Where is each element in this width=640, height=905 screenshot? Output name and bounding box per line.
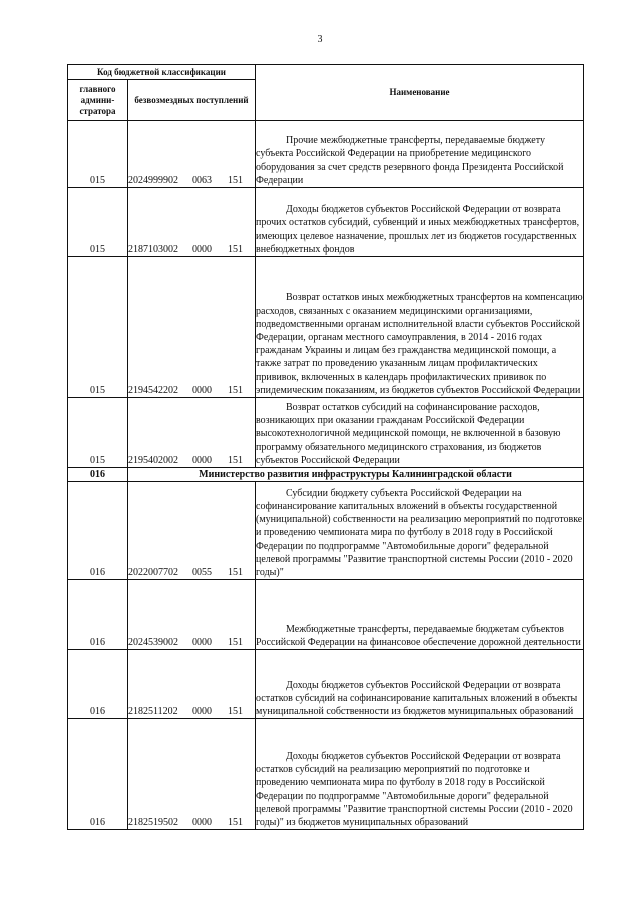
receipts-code — [128, 398, 256, 468]
code-part: 0000 — [192, 817, 212, 828]
row-name — [256, 188, 584, 257]
row-name-text: Возврат остатков субсидий на софинансирование расходов, возникающих при оказании гражданам Российской Федерации высокотехнологичной медицинской помощи, не включенной в базовую программу обязательного медицинского страхования, из бюджетов субъектов Российской Федерации — [256, 401, 561, 466]
receipts-code — [128, 719, 256, 830]
page-number: 3 — [317, 34, 323, 45]
code-part: 0063 — [192, 174, 212, 186]
admin-code: 016 — [68, 482, 128, 580]
table-row — [68, 257, 584, 398]
table-row — [68, 121, 584, 188]
admin-code: 016 — [68, 580, 128, 650]
receipts-code — [128, 580, 256, 650]
admin-code: 015 — [68, 257, 128, 398]
table-row — [68, 580, 584, 650]
header-row-1 — [68, 65, 584, 80]
budget-classification-table — [67, 64, 584, 830]
code-part: 2187103002 — [128, 243, 178, 255]
code-part: 151 — [228, 706, 243, 717]
header-admin: главного админи-стратора — [68, 80, 128, 121]
receipts-code — [128, 257, 256, 398]
table-row — [68, 188, 584, 257]
table-row — [68, 650, 584, 719]
table-row — [68, 482, 584, 580]
row-name — [256, 257, 584, 398]
code-part: 151 — [228, 454, 243, 466]
row-name — [256, 398, 584, 468]
row-name — [256, 719, 584, 830]
row-name-text: Доходы бюджетов субъектов Российской Федерации от возврата остатков субсидий на реализацию мероприятий по подготовке и проведению чемпионата мира по футболу в 2018 году в Российской Федерации по подпрограмме "Автомобильные дороги" федеральной целевой программы "Развитие транспортной системы России (2010 - 2020 годы)" из бюджетов муниципальных образований — [256, 750, 573, 828]
code-part: 2182511202 — [128, 706, 178, 717]
code-part: 2024999902 — [128, 174, 178, 186]
row-name — [256, 482, 584, 580]
row-name-text: Доходы бюджетов субъектов Российской Федерации от возврата остатков субсидий на софинансирование капитальных вложений в объекты муниципальной собственности из бюджетов муниципальных образований — [256, 679, 578, 717]
header-code-group: Код бюджетной классификации — [68, 65, 256, 80]
row-name-text: Доходы бюджетов субъектов Российской Федерации от возврата прочих остатков субсидий, субвенций и иных межбюджетных трансфертов, имеющих целевое назначение, прошлых лет из бюджетов государственных внебюджетных фондов — [256, 204, 580, 255]
row-name — [256, 121, 584, 188]
receipts-code — [128, 482, 256, 580]
code-part: 0000 — [192, 384, 212, 396]
code-part: 2024539002 — [128, 637, 178, 648]
code-part: 151 — [228, 817, 243, 828]
table-row — [68, 398, 584, 468]
row-name-text: Прочие межбюджетные трансферты, передаваемые бюджету субъекта Российской Федерации на приобретение медицинского оборудования за счет средств резервного фонда Президента Российской Федерации — [256, 135, 564, 186]
table-row — [68, 719, 584, 830]
code-part: 151 — [228, 174, 243, 186]
admin-code: 015 — [68, 121, 128, 188]
admin-code: 015 — [68, 398, 128, 468]
header-name: Наименование — [256, 65, 584, 121]
row-name — [256, 580, 584, 650]
code-part: 0055 — [192, 567, 212, 578]
code-part: 151 — [228, 243, 243, 255]
code-part: 0000 — [192, 243, 212, 255]
admin-code: 016 — [68, 719, 128, 830]
code-part: 0000 — [192, 637, 212, 648]
code-part: 151 — [228, 384, 243, 396]
row-name-text: Субсидии бюджету субъекта Российской Федерации на софинансирование капитальных вложений в объекты государственной (муниципальной) собственности на реализацию мероприятий по подготовке и проведению чемпионата мира по футболу в 2018 году в Российской Федерации по подпрограмме "Автомобильные дороги" федеральной целевой программы "Развитие транспортной системы России (2010 - 2020 годы)" — [256, 487, 583, 578]
admin-code: 015 — [68, 188, 128, 257]
code-part: 2182519502 — [128, 817, 178, 828]
ministry-name: Министерство развития инфраструктуры Калининградской области — [128, 468, 584, 482]
code-part: 151 — [228, 567, 243, 578]
code-part: 2195402002 — [128, 454, 178, 466]
code-part: 2194542202 — [128, 384, 178, 396]
admin-code: 016 — [68, 650, 128, 719]
receipts-code — [128, 121, 256, 188]
row-name-text: Межбюджетные трансферты, передаваемые бюджетам субъектов Российской Федерации на финансовое обеспечение дорожной деятельности — [256, 623, 581, 648]
row-name-text: Возврат остатков иных межбюджетных трансфертов на компенсацию расходов, связанных с оказанием медицинскими организациями, подведомственными органам исполнительной власти субъектов Российской Федерации, органам местного самоуправления, в 2014 - 2016 годах гражданам Украины и лицам без гражданства медицинской помощи, а также затрат по проведению указанным лицам профилактических прививок, включенных в календарь профилактических прививок по эпидемическим показаниям, из бюджетов субъектов Российской Федерации — [256, 292, 583, 396]
receipts-code — [128, 650, 256, 719]
receipts-code — [128, 188, 256, 257]
code-part: 0000 — [192, 454, 212, 466]
code-part: 0000 — [192, 706, 212, 717]
row-name — [256, 650, 584, 719]
ministry-row — [68, 468, 584, 482]
header-receipts: безвозмездных поступлений — [128, 80, 256, 121]
code-part: 2022007702 — [128, 567, 178, 578]
code-part: 151 — [228, 637, 243, 648]
ministry-admin-code: 016 — [68, 468, 128, 482]
